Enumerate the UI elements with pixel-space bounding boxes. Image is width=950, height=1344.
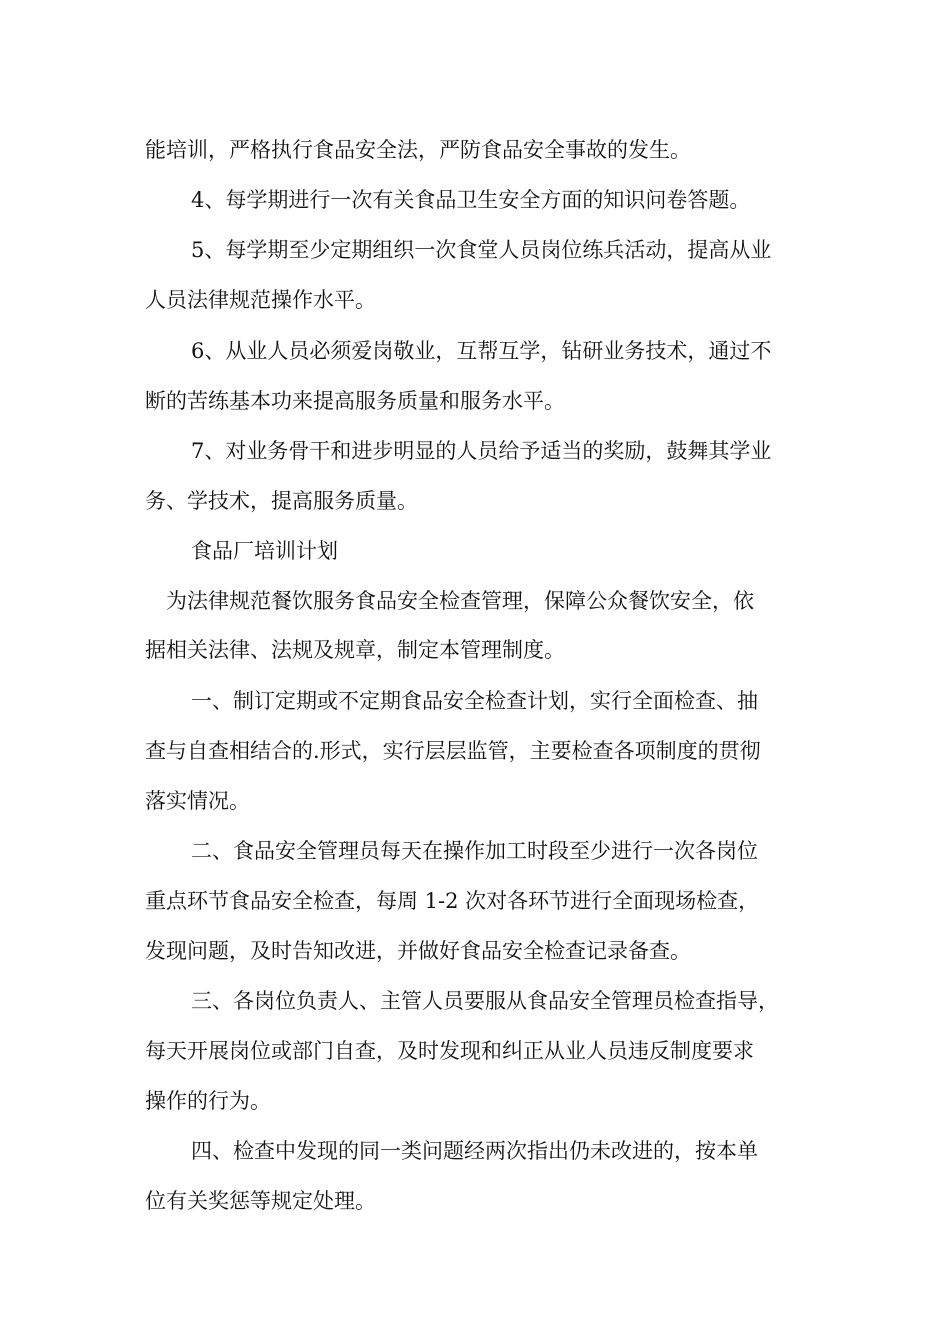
- text-line: 一、制订定期或不定期食品安全检查计划，实行全面检查、抽: [191, 689, 758, 713]
- text-line: 6、从业人员必须爱岗敬业，互帮互学，钻研业务技术，通过不: [191, 339, 772, 363]
- text-line: 位有关奖惩等规定处理。: [145, 1189, 376, 1213]
- text-line: 务、学技术，提高服务质量。: [145, 489, 418, 513]
- text-line: 人员法律规范操作水平。: [145, 288, 376, 312]
- text-line: 断的苦练基本功来提高服务质量和服务水平。: [145, 389, 565, 413]
- text-line: 能培训，严格执行食品安全法，严防食品安全事故的发生。: [145, 138, 691, 162]
- text-line: 落实情况。: [145, 789, 250, 813]
- text-line: 7、对业务骨干和进步明显的人员给予适当的奖励，鼓舞其学业: [191, 439, 772, 463]
- text-line: 二、食品安全管理员每天在操作加工时段至少进行一次各岗位: [191, 839, 758, 863]
- text-line: 据相关法律、法规及规章，制定本管理制度。: [145, 638, 565, 662]
- text-line: 查与自查相结合的.形式，实行层层监管，主要检查各项制度的贯彻: [145, 739, 761, 763]
- text-line: 操作的行为。: [145, 1089, 271, 1113]
- text-line: 发现问题，及时告知改进，并做好食品安全检查记录备查。: [145, 939, 691, 963]
- text-line: 四、检查中发现的同一类问题经两次指出仍未改进的，按本单: [191, 1139, 758, 1163]
- section-heading: 食品厂培训计划: [191, 539, 338, 563]
- text-line: 5、每学期至少定期组织一次食堂人员岗位练兵活动，提高从业: [191, 238, 772, 262]
- text-line: 为法律规范餐饮服务食品安全检查管理，保障公众餐饮安全，依: [166, 589, 754, 613]
- text-line: 重点环节食品安全检查，每周 1-2 次对各环节进行全面现场检查，: [145, 889, 760, 913]
- text-line: 4、每学期进行一次有关食品卫生安全方面的知识问卷答题。: [191, 188, 751, 212]
- text-line: 三、各岗位负责人、主管人员要服从食品安全管理员检查指导，: [191, 989, 779, 1013]
- text-line: 每天开展岗位或部门自查，及时发现和纠正从业人员违反制度要求: [145, 1039, 754, 1063]
